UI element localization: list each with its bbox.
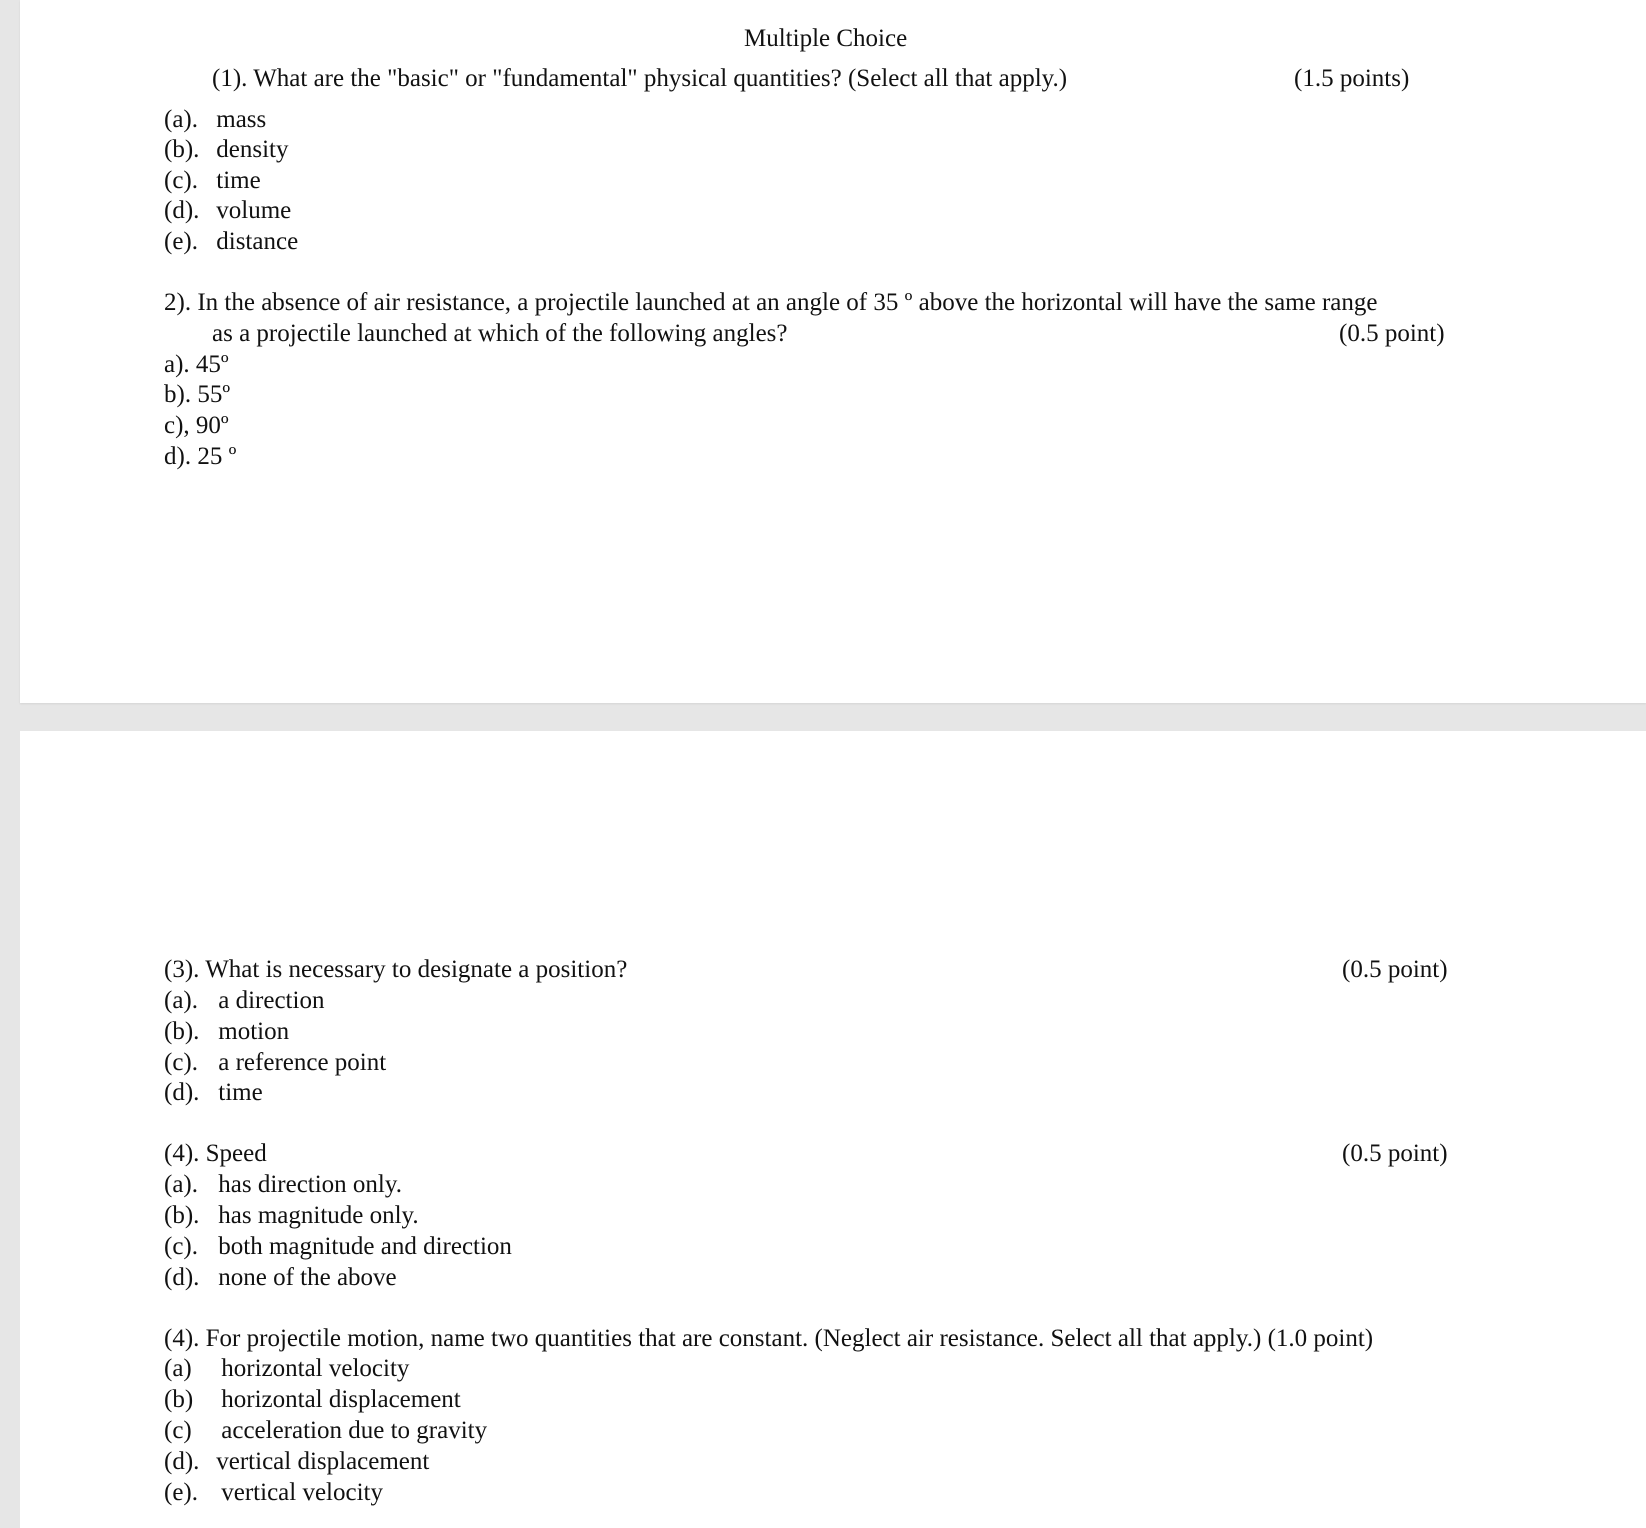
q1-option-d: [164, 196, 291, 226]
q5-option-d-text: vertical displacement: [216, 1448, 430, 1475]
q3-option-d-text: time: [218, 1079, 263, 1106]
q3-option-c: [164, 1048, 386, 1078]
q1-option-b: [164, 135, 288, 165]
q3-option-b-text: motion: [218, 1018, 290, 1045]
q4-option-d-label: (d).: [164, 1264, 200, 1291]
q5-option-a-label: (a): [164, 1355, 192, 1382]
q1-option-c-label: (c).: [164, 167, 198, 194]
q5-option-b: [164, 1385, 461, 1415]
q2-option-d: d). 25 º: [164, 443, 237, 470]
question-2-points: (0.5 point): [1339, 320, 1445, 347]
q5-option-a-text: horizontal velocity: [221, 1355, 410, 1382]
q1-option-d-text: volume: [216, 197, 292, 224]
q3-option-a: [164, 986, 324, 1016]
q1-option-b-label: (b).: [164, 136, 200, 163]
q4-option-b-label: (b).: [164, 1202, 200, 1229]
question-4-text: (4). Speed: [164, 1140, 267, 1167]
q3-option-b: [164, 1017, 289, 1047]
q5-option-b-label: (b): [164, 1386, 194, 1413]
q4-option-a-label: (a).: [164, 1171, 198, 1198]
q1-option-e: [164, 227, 298, 257]
q5-option-e-label: (e).: [164, 1479, 198, 1506]
question-5-text: (4). For projectile motion, name two quantities that are constant. (Neglect air resistance. Select all that apply.) (1.0 point): [164, 1325, 1374, 1352]
q3-option-b-label: (b).: [164, 1018, 200, 1045]
q5-option-c-text: acceleration due to gravity: [221, 1417, 488, 1444]
q2-option-b: b). 55º: [164, 381, 231, 408]
q5-option-a: [164, 1354, 409, 1384]
q4-option-b-text: has magnitude only.: [218, 1202, 419, 1229]
q1-option-d-label: (d).: [164, 197, 200, 224]
q1-option-a: [164, 105, 266, 135]
q5-option-e-text: vertical velocity: [221, 1479, 383, 1506]
q3-option-a-label: (a).: [164, 987, 198, 1014]
q5-option-d-label: (d).: [164, 1448, 200, 1475]
q4-option-a: [164, 1170, 402, 1200]
question-2-line-1: 2). In the absence of air resistance, a projectile launched at an angle of 35 º above the horizontal will have the same range: [164, 289, 1378, 316]
q4-option-b: [164, 1201, 419, 1231]
question-1-points: (1.5 points): [1294, 65, 1410, 92]
q5-option-b-text: horizontal displacement: [221, 1386, 461, 1413]
q5-option-c: [164, 1416, 487, 1446]
q4-option-c-label: (c).: [164, 1233, 198, 1260]
q2-option-a: a). 45º: [164, 351, 229, 378]
q3-option-d-label: (d).: [164, 1079, 200, 1106]
q5-option-e: [164, 1478, 383, 1508]
q1-option-b-text: density: [216, 136, 289, 163]
question-2-line-2: as a projectile launched at which of the following angles?: [212, 320, 788, 347]
question-3-points: (0.5 point): [1342, 956, 1448, 983]
page-heading: Multiple Choice: [744, 25, 908, 52]
q1-option-c: [164, 166, 261, 196]
q4-option-a-text: has direction only.: [218, 1171, 403, 1198]
q5-option-c-label: (c): [164, 1417, 192, 1444]
q3-option-d: [164, 1078, 263, 1108]
question-1-text: (1). What are the "basic" or "fundamental" physical quantities? (Select all that apply.): [212, 65, 1068, 92]
q3-option-a-text: a direction: [218, 987, 325, 1014]
q4-option-c-text: both magnitude and direction: [218, 1233, 512, 1260]
q1-option-a-label: (a).: [164, 106, 198, 133]
q1-option-e-text: distance: [216, 228, 299, 255]
q4-option-d-text: none of the above: [218, 1264, 397, 1291]
q1-option-e-label: (e).: [164, 228, 198, 255]
q2-option-c: c), 90º: [164, 412, 229, 439]
q4-option-d: [164, 1263, 397, 1293]
document-page-1: [20, 0, 1646, 703]
q1-option-c-text: time: [216, 167, 261, 194]
question-3-text: (3). What is necessary to designate a position?: [164, 956, 628, 983]
question-4-points: (0.5 point): [1342, 1140, 1448, 1167]
q4-option-c: [164, 1232, 512, 1262]
document-page-2: [20, 731, 1646, 1528]
q1-option-a-text: mass: [216, 106, 267, 133]
q3-option-c-text: a reference point: [218, 1049, 387, 1076]
q3-option-c-label: (c).: [164, 1049, 198, 1076]
q5-option-d: [164, 1447, 429, 1477]
